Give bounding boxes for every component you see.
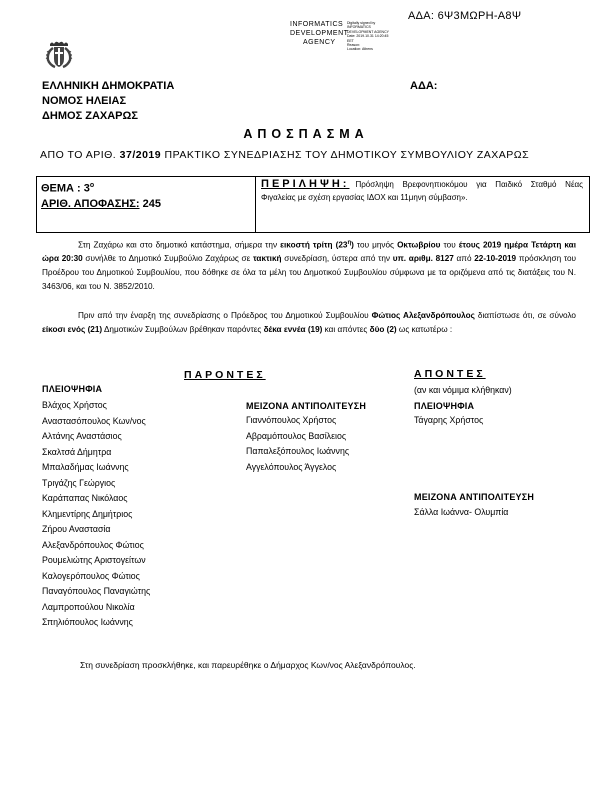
- absent-heading: ΑΠΟΝΤΕΣ: [414, 368, 486, 380]
- present-opposition-heading: ΜΕΙΖΟΝΑ ΑΝΤΙΠΟΛΙΤΕΥΣΗ: [246, 401, 367, 411]
- list-item: Αβραμόπουλος Βασίλειος: [246, 430, 347, 441]
- paragraph-1: [42, 237, 576, 293]
- subject-box: [36, 176, 590, 233]
- decision-label: ΑΡΙΘ. ΑΠΟΦΑΣΗΣ:: [41, 197, 140, 210]
- list-item: Σκαλτσά Δήμητρα: [42, 446, 112, 457]
- p2-text: ως κατωτέρω :: [396, 324, 453, 334]
- minutes-number: 37/2019: [119, 149, 162, 161]
- list-item: Αγγελόπουλος Άγγελος: [246, 461, 337, 472]
- subtitle: [40, 149, 529, 161]
- list-item: Παπαλεξόπουλος Ιωάννης: [246, 446, 350, 456]
- present-opposition-list: [246, 413, 349, 475]
- signature-line: Reason:: [347, 43, 361, 48]
- ida-line-2: DEVELOPMENT: [290, 30, 349, 37]
- absent-note: (αν και νόμιμα κλήθηκαν): [414, 385, 512, 395]
- present-heading: ΠΑΡΟΝΤΕΣ: [184, 369, 266, 381]
- present-majority-heading: ΠΛΕΙΟΨΗΦΙΑ: [42, 384, 103, 394]
- list-item: Λαμπροπούλου Νικολία: [42, 601, 135, 612]
- signature-line: EET: [347, 38, 354, 43]
- list-item: Αλτάνης Αναστάσιος: [42, 431, 122, 441]
- p1-sup: η: [347, 240, 352, 246]
- ada-top: ΑΔΑ: 6Ψ3ΜΩΡΗ-Α8Ψ: [408, 10, 522, 22]
- p2-bold: Φώτιος Αλεξανδρόπουλος: [371, 311, 475, 320]
- p2-bold: είκοσι ενός (21): [42, 324, 103, 334]
- thema: [41, 178, 161, 197]
- signature-line: INFORMATICS: [347, 25, 371, 30]
- p1-bold: 22-10-2019: [474, 254, 517, 264]
- list-item: Τριγάζης Γεώργιος: [42, 477, 116, 488]
- digital-signature-text: [347, 21, 409, 52]
- ida-logo: [290, 20, 348, 47]
- page-title: ΑΠΟΣΠΑΣΜΑ: [243, 127, 369, 141]
- p2-text: και απόντες: [322, 324, 370, 334]
- list-item: Γιαννόπουλος Χρήστος: [246, 415, 337, 425]
- thema-text: ΘΕΜΑ : 3: [41, 182, 90, 195]
- signature-line: Digitally signed by: [347, 21, 376, 25]
- p2-text: διαπίστωσε ότι, σε σύνολο: [474, 311, 576, 320]
- p1-bold: εικοστή τρίτη (23: [280, 240, 348, 250]
- p1-bold: υπ. αριθμ. 8127: [392, 254, 454, 264]
- header-line-2: ΝΟΜΟΣ ΗΛΕΙΑΣ: [42, 95, 127, 107]
- summary-text: Πρόσληψη Βρεφονηπιοκόμου για Παιδικό Σταθμό Νέας Φιγαλείας με σχέση εργασίας ΙΔΟΧ και 11μηνη σύμβαση».: [261, 180, 583, 202]
- header-line-3: ΔΗΜΟΣ ΖΑΧΑΡΩΣ: [42, 110, 138, 122]
- p1-bold: έτους 2019 ημέρα Τετάρτη και ώρα 20:30: [42, 240, 576, 264]
- list-item: Κλημεντίρης Δημήτριος: [42, 508, 133, 519]
- list-item: Σάλλα Ιωάννα- Ολυμπία: [414, 507, 509, 517]
- subtitle-prefix: ΑΠΟ ΤΟ ΑΡΙΘ.: [40, 149, 120, 161]
- list-item: Σπηλιόπουλος Ιωάννης: [42, 617, 133, 627]
- greek-emblem-icon: [44, 38, 74, 70]
- absent-opposition-heading: ΜΕΙΖΟΝΑ ΑΝΤΙΠΟΛΙΤΕΥΣΗ: [414, 492, 535, 502]
- list-item: Ρουμελιώτης Αριστογείτων: [42, 555, 146, 565]
- p2-bold: δύο (2): [369, 324, 397, 334]
- list-item: Ζήρου Αναστασία: [42, 524, 111, 534]
- list-item: Βλάχος Χρήστος: [42, 400, 107, 410]
- list-item: Τάγαρης Χρήστος: [414, 415, 484, 425]
- absent-majority-list: [414, 413, 483, 429]
- subject-left: [41, 178, 161, 212]
- p1-text: από: [453, 254, 475, 264]
- ada-label: ΑΔΑ:: [410, 80, 438, 92]
- ida-line-3: AGENCY: [303, 39, 336, 46]
- thema-sup: ο: [89, 182, 95, 189]
- list-item: Αλεξανδρόπουλος Φώτιος: [42, 539, 144, 550]
- decision-value: 245: [139, 197, 161, 210]
- p1-bold: Οκτωβρίου: [397, 240, 441, 250]
- p1-bold: ): [351, 240, 354, 250]
- p1-text: συνεδρίαση, ύστερα από την: [281, 254, 393, 264]
- absent-opposition-list: [414, 505, 508, 521]
- p1-text: του μηνός: [353, 240, 398, 250]
- p1-bold: τακτική: [253, 254, 282, 264]
- p1-text: Στη Ζαχάρω και στο δημοτικό κατάστημα, σήμερα την: [78, 240, 281, 250]
- p2-text: Δημοτικών Συμβούλων βρέθηκαν παρόντες: [102, 324, 264, 334]
- p1-text: πρόσκληση του Προέδρου του Δημοτικού Συμβουλίου, που δόθηκε σε όλα τα μέλη του Δημοτικού Συμβουλίου σύμφωνα με τα οριζόμενα από τις διατάξεις του Ν. 3463/06, και του Ν. 3852/2010.: [42, 254, 576, 291]
- p2-bold: δέκα εννέα (19): [263, 324, 323, 334]
- paragraph-2: [42, 309, 576, 336]
- signature-line: Date: 2019.10.31 14:20:45: [347, 34, 389, 39]
- present-majority-list: [42, 398, 150, 631]
- closing-sentence: Στη συνεδρίαση προσκλήθηκε, και παρευρέθηκε ο Δήμαρχος Κων/νος Αλεξανδρόπουλος.: [80, 660, 416, 670]
- list-item: Μπαλαδήμας Ιωάννης: [42, 462, 129, 472]
- summary-label: ΠΕΡΙΛΗΨΗ:: [261, 178, 350, 190]
- p1-text: συνήλθε το Δημοτικό Συμβούλιο Ζαχάρως σε: [82, 254, 253, 264]
- decision-number: [41, 197, 161, 212]
- list-item: Καράπαπας Νικόλαος: [42, 493, 128, 503]
- ida-line-1: INFORMATICS: [290, 21, 344, 28]
- list-item: Αναστασόπουλος Κων/νος: [42, 415, 146, 426]
- list-item: Καλογερόπουλος Φώτιος: [42, 570, 140, 581]
- list-item: Παναγόπουλος Παναγιώτης: [42, 586, 151, 596]
- subtitle-suffix: ΠΡΑΚΤΙΚΟ ΣΥΝΕΔΡΙΑΣΗΣ ΤΟΥ ΔΗΜΟΤΙΚΟΥ ΣΥΜΒΟΥΛΙΟΥ ΖΑΧΑΡΩΣ: [161, 149, 530, 161]
- summary: [261, 178, 583, 204]
- absent-majority-heading: ΠΛΕΙΟΨΗΦΙΑ: [414, 401, 475, 411]
- signature-line: DEVELOPMENT AGENCY: [347, 29, 389, 34]
- p2-text: Πριν από την έναρξη της συνεδρίασης ο Πρόεδρος του Δημοτικού Συμβουλίου: [78, 311, 372, 320]
- box-divider: [255, 177, 256, 232]
- header-line-1: ΕΛΛΗΝΙΚΗ ΔΗΜΟΚΡΑΤΙΑ: [42, 80, 175, 92]
- p1-text: του: [440, 240, 459, 250]
- signature-line: Location: Athens: [347, 47, 373, 52]
